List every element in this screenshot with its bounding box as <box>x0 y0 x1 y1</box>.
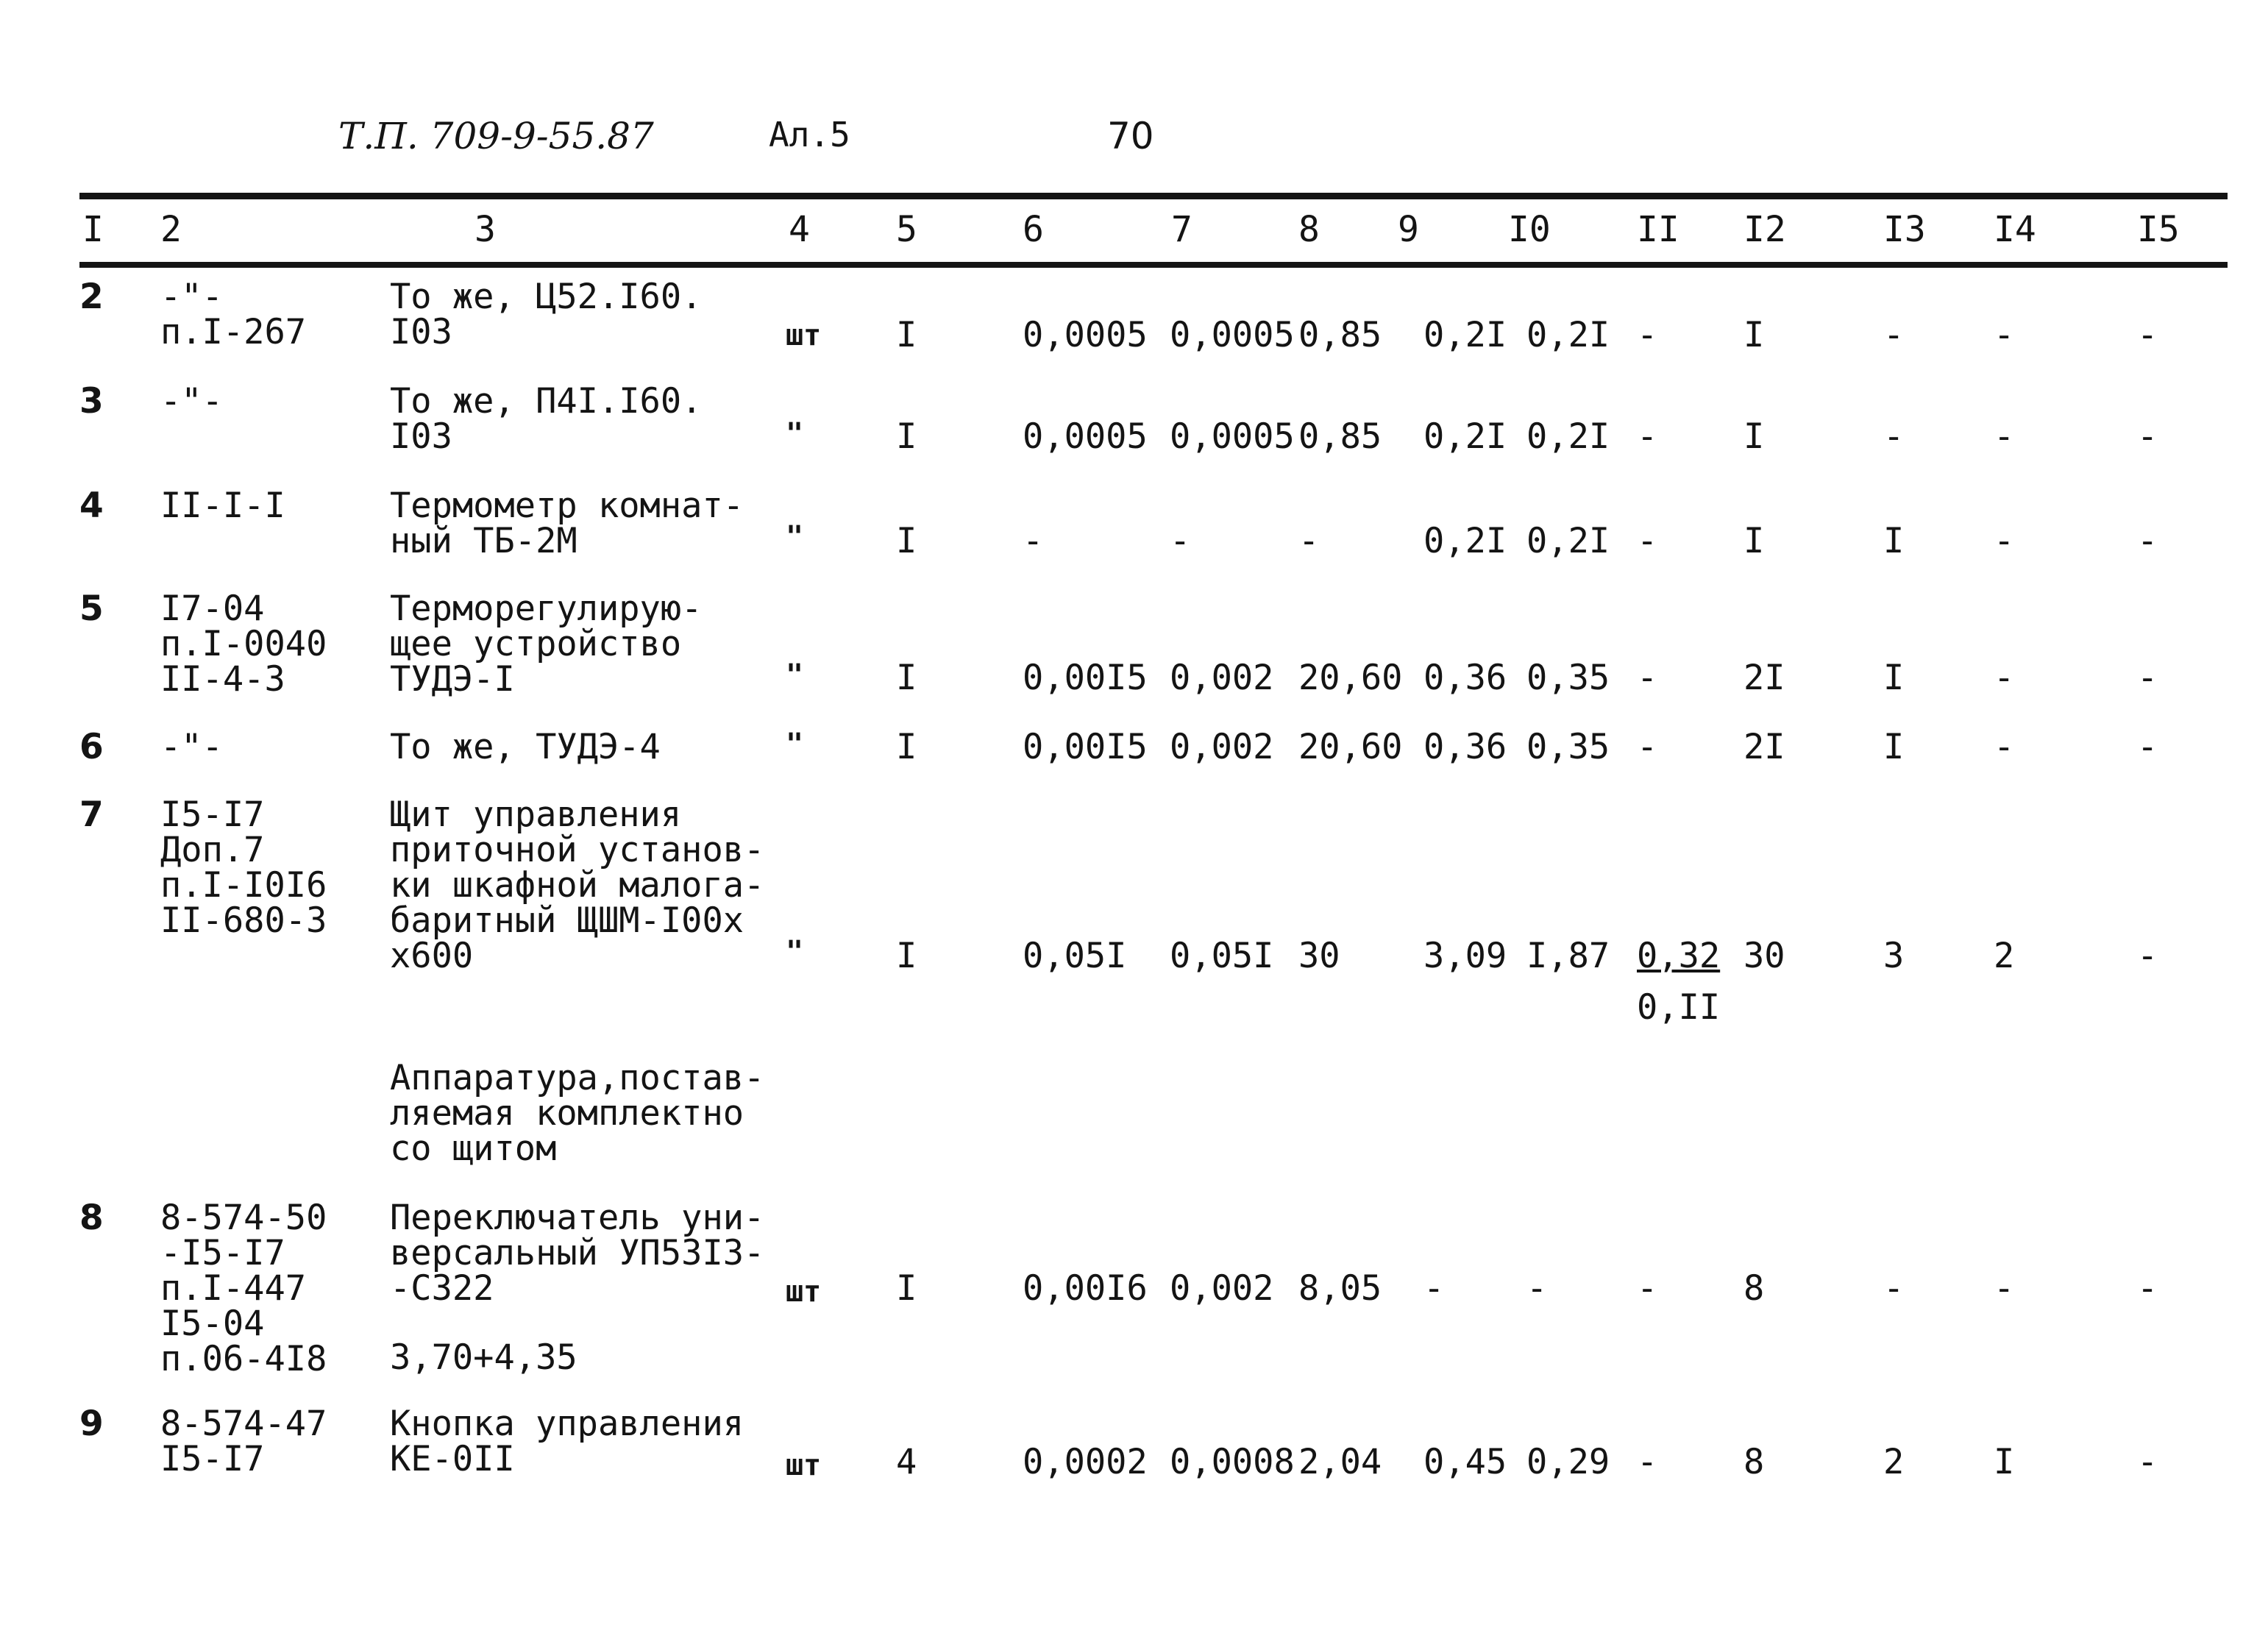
row-name: Кнопка управления КЕ-0II <box>390 1404 744 1479</box>
row-col8: 0,85 <box>1298 315 1382 355</box>
row-col6: 0,0005 <box>1023 416 1148 457</box>
row-col6: 0,00I6 <box>1023 1268 1148 1309</box>
column-header-2: 2 <box>160 209 182 250</box>
row-col14: - <box>1994 521 2015 561</box>
row-col11: - <box>1637 658 1658 698</box>
row-col11: - <box>1637 315 1658 355</box>
row-col14: - <box>1994 727 2015 767</box>
table-header-rule <box>79 262 2228 268</box>
row-name: То же, ТУДЭ-4 <box>390 727 661 767</box>
row-number: 3 <box>79 381 104 422</box>
row-unit: " <box>786 658 804 692</box>
row-col15: - <box>2137 658 2158 698</box>
row-col10: - <box>1526 1268 1548 1309</box>
row-col12: 2I <box>1743 727 1785 767</box>
row-code: 8-574-47 I5-I7 <box>160 1404 327 1479</box>
row-col6: 0,00I5 <box>1023 658 1148 698</box>
row-col12: 30 <box>1743 936 1785 976</box>
row-code: -"- <box>160 727 223 767</box>
row-col6: - <box>1023 521 1044 561</box>
row-col9: 0,36 <box>1423 727 1507 767</box>
row-col8: 0,85 <box>1298 416 1382 457</box>
row-col11: - <box>1637 521 1658 561</box>
row-col14: 2 <box>1994 936 2015 976</box>
column-header-4: 4 <box>789 209 810 250</box>
row-col8: 8,05 <box>1298 1268 1382 1309</box>
row-name: Переключатель уни- версальный УП53I3- -С322 <box>390 1198 765 1309</box>
column-header-7: 7 <box>1171 209 1192 250</box>
row-col15: - <box>2137 727 2158 767</box>
row-col13: - <box>1883 416 1905 457</box>
row-col9: 0,2I <box>1423 416 1507 457</box>
row-col9: 0,36 <box>1423 658 1507 698</box>
row-col14: - <box>1994 1268 2015 1309</box>
row-col14: I <box>1994 1442 2015 1482</box>
row-unit: " <box>786 728 804 761</box>
row-col13: - <box>1883 1268 1905 1309</box>
column-header-8: 8 <box>1298 209 1320 250</box>
row-col7: 0,0008 <box>1170 1442 1295 1482</box>
row-unit: шт <box>786 1448 822 1482</box>
row-qty: I <box>896 658 917 698</box>
row-code: 8-574-50 -I5-I7 п.I-447 I5-04 п.06-4I8 <box>160 1198 327 1379</box>
row-col8: 20,60 <box>1298 727 1403 767</box>
row-number: 6 <box>79 727 104 767</box>
row-col10: 0,35 <box>1526 727 1610 767</box>
row-col8: 30 <box>1298 936 1340 976</box>
row-col11: - <box>1637 727 1658 767</box>
row-col6: 0,00I5 <box>1023 727 1148 767</box>
row-col12: 8 <box>1743 1442 1765 1482</box>
row-col10: 0,2I <box>1526 416 1610 457</box>
row-col14: - <box>1994 315 2015 355</box>
row-col15: - <box>2137 1268 2158 1309</box>
row-col9: 3,09 <box>1423 936 1507 976</box>
row-unit: шт <box>786 1275 822 1309</box>
row-col10: 0,2I <box>1526 521 1610 561</box>
row-number: 4 <box>79 486 104 526</box>
sheet-label: Ал.5 <box>769 115 850 154</box>
row-col7: 0,002 <box>1170 658 1274 698</box>
row-col12: 8 <box>1743 1268 1765 1309</box>
row-col15: - <box>2137 521 2158 561</box>
row-col15: - <box>2137 315 2158 355</box>
row-col11-denominator: 0,II <box>1637 987 1721 1028</box>
row-col12: I <box>1743 315 1765 355</box>
row-col13: - <box>1883 315 1905 355</box>
row-number: 7 <box>79 794 104 835</box>
row-col11-numerator: 0,32 <box>1637 936 1721 976</box>
row-name-extra: 3,70+4,35 <box>390 1337 577 1378</box>
row-unit: шт <box>786 319 822 352</box>
row-col8: - <box>1298 521 1320 561</box>
column-header-10: I0 <box>1508 209 1551 250</box>
row-qty: I <box>896 1268 917 1309</box>
column-header-3: 3 <box>474 209 496 250</box>
column-header-5: 5 <box>896 209 917 250</box>
row-col9: 0,45 <box>1423 1442 1507 1482</box>
row-col7: 0,0005 <box>1170 315 1295 355</box>
row-code: -"- п.I-267 <box>160 277 307 352</box>
row-name: Термометр комнат- ный ТБ-2М <box>390 486 744 561</box>
row-name: Щит управления приточной установ- ки шкафной малога- баритный ЩШМ-I00х х600 <box>390 794 765 976</box>
row-col7: 0,05I <box>1170 936 1274 976</box>
row-col13: I <box>1883 521 1905 561</box>
row-col12: 2I <box>1743 658 1785 698</box>
row-code: -"- <box>160 381 223 422</box>
row-col13: 2 <box>1883 1442 1905 1482</box>
row-col7: 0,0005 <box>1170 416 1295 457</box>
row-code: I5-I7 Доп.7 п.I-I0I6 II-680-3 <box>160 794 327 941</box>
column-header-12: I2 <box>1743 209 1786 250</box>
row-col8: 20,60 <box>1298 658 1403 698</box>
column-header-11: II <box>1637 209 1679 250</box>
row-qty: 4 <box>896 1442 917 1482</box>
row-col10: 0,35 <box>1526 658 1610 698</box>
row-qty: I <box>896 727 917 767</box>
row-unit: " <box>786 935 804 969</box>
row-number: 5 <box>79 589 104 629</box>
row-col9: 0,2I <box>1423 315 1507 355</box>
row-name: То же, П4I.I60. I03 <box>390 381 703 457</box>
row-col8: 2,04 <box>1298 1442 1382 1482</box>
column-header-14: I4 <box>1994 209 2036 250</box>
row-col7: - <box>1170 521 1191 561</box>
row-col15: - <box>2137 1442 2158 1482</box>
row-number: 2 <box>79 277 104 317</box>
row-col6: 0,0002 <box>1023 1442 1148 1482</box>
row-col10: 0,29 <box>1526 1442 1610 1482</box>
row-col10: 0,2I <box>1526 315 1610 355</box>
document-code: Т.П. 709-9-55.87 <box>338 115 654 157</box>
column-header-15: I5 <box>2137 209 2180 250</box>
row-name: Терморегулирую- щее устройство ТУДЭ-I <box>390 589 703 700</box>
row-qty: I <box>896 315 917 355</box>
row-col12: I <box>1743 521 1765 561</box>
section-note: Аппаратура,постав- ляемая комплектно со щитом <box>390 1058 765 1169</box>
row-col9: - <box>1423 1268 1445 1309</box>
row-number: 9 <box>79 1404 104 1444</box>
column-header-6: 6 <box>1023 209 1044 250</box>
row-col13: I <box>1883 727 1905 767</box>
row-col13: 3 <box>1883 936 1905 976</box>
row-col14: - <box>1994 658 2015 698</box>
row-col6: 0,0005 <box>1023 315 1148 355</box>
row-unit: " <box>786 417 804 451</box>
row-qty: I <box>896 936 917 976</box>
column-header-1: I <box>82 209 104 250</box>
row-col9: 0,2I <box>1423 521 1507 561</box>
row-col11: - <box>1637 416 1658 457</box>
row-code: I7-04 п.I-0040 II-4-3 <box>160 589 327 700</box>
row-col11: - <box>1637 1442 1658 1482</box>
row-col11: - <box>1637 1268 1658 1309</box>
column-header-13: I3 <box>1883 209 1926 250</box>
page-number: 70 <box>1107 115 1154 157</box>
row-qty: I <box>896 521 917 561</box>
table-top-rule <box>79 193 2228 199</box>
row-number: 8 <box>79 1198 104 1238</box>
row-code: II-I-I <box>160 486 285 526</box>
column-header-9: 9 <box>1398 209 1419 250</box>
row-col12: I <box>1743 416 1765 457</box>
row-name: То же, Ц52.I60. I03 <box>390 277 703 352</box>
row-col6: 0,05I <box>1023 936 1127 976</box>
row-col15: - <box>2137 416 2158 457</box>
row-col7: 0,002 <box>1170 727 1274 767</box>
row-col10: I,87 <box>1526 936 1610 976</box>
row-unit: " <box>786 520 804 554</box>
row-col15: - <box>2137 936 2158 976</box>
row-col7: 0,002 <box>1170 1268 1274 1309</box>
row-col13: I <box>1883 658 1905 698</box>
row-col14: - <box>1994 416 2015 457</box>
row-qty: I <box>896 416 917 457</box>
